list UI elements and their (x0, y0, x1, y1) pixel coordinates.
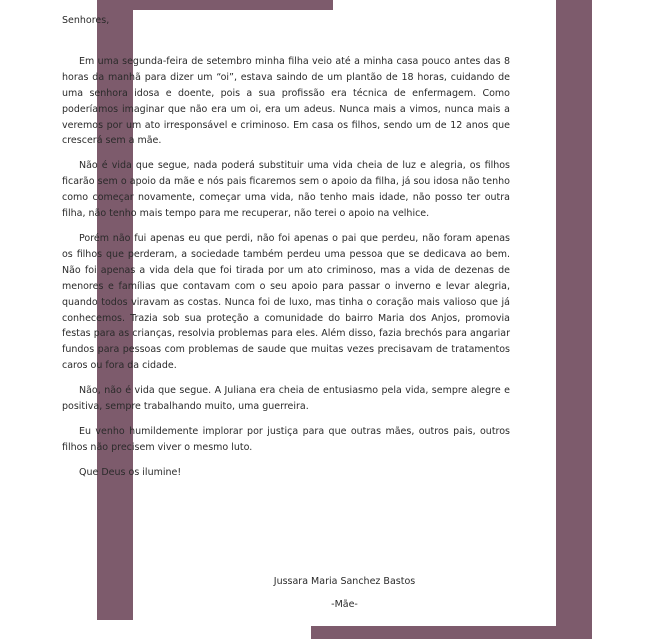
letter-paragraph-5: Eu venho humildemente implorar por justiça para que outras mães, outros pais, outros filhos não precisem viver o mesmo luto. (62, 425, 510, 453)
signature-role: -Mãe- (331, 599, 358, 610)
letter-paragraph-2: Não é vida que segue, nada poderá substituir uma vida cheia de luz e alegria, os filhos ficarão sem o apoio da mãe e nós pais ficaremos sem o apoio da filha, já sou idosa não tenho como começar novamente, começar uma vida, não tenho mais idade, não posso ter outra filha, não tenho mais tempo para me recuperar, não terei o apoio na velhice. (62, 160, 510, 220)
letter-body (62, 13, 510, 481)
letter-paragraph-4: Não, não é vida que segue. A Juliana era cheia de entusiasmo pela vida, sempre alegre e positiva, sempre trabalhando muito, uma guerreira. (62, 385, 510, 413)
letter-greeting: Senhores, (62, 15, 110, 26)
signature-name: Jussara Maria Sanchez Bastos (273, 576, 416, 587)
letter-paragraph-3: Porém não fui apenas eu que perdi, não foi apenas o pai que perdeu, não foram apenas os filhos que perderam, a sociedade também perdeu uma pessoa que se dedicava ao bem. Não foi apenas a vida dela que foi tirada por um ato criminoso, mas a vida de dezenas de menores e famílias que contavam com o seu apoio para passar o inverno e levar alegria, quando todos viravam as costas. Nunca foi de luxo, mas tinha o coração mais valioso que já conhecemos. Trazia sob sua proteção a comunidade do bairro Maria dos Anjos, promovia festas para as crianças, resolvia problemas para eles. Além disso, fazia brechós para angariar fundos para pessoas com problemas de saude que muitas vezes precisavam de tratamentos caros ou fora da cidade. (62, 232, 510, 372)
frame-bar-bottom (311, 626, 592, 639)
frame-bar-right (556, 0, 592, 639)
frame-bar-top (97, 0, 333, 10)
letter-closing: Que Deus os ilumine! (79, 466, 182, 478)
letter-paragraph-1: Em uma segunda-feira de setembro minha filha veio até a minha casa pouco antes das 8 horas da manhã para dizer um “oi”, estava saindo de um plantão de 18 horas, cuidando de uma senhora idosa e doente, pois a sua profissão era técnica de enfermagem. Como poderíamos imaginar que não era um oi, era um adeus. Nunca mais a vimos, nunca mais a veremos por um ato irresponsável e criminoso. Em casa os filhos, sendo um de 12 anos que crescerá sem a mãe. (62, 55, 510, 147)
